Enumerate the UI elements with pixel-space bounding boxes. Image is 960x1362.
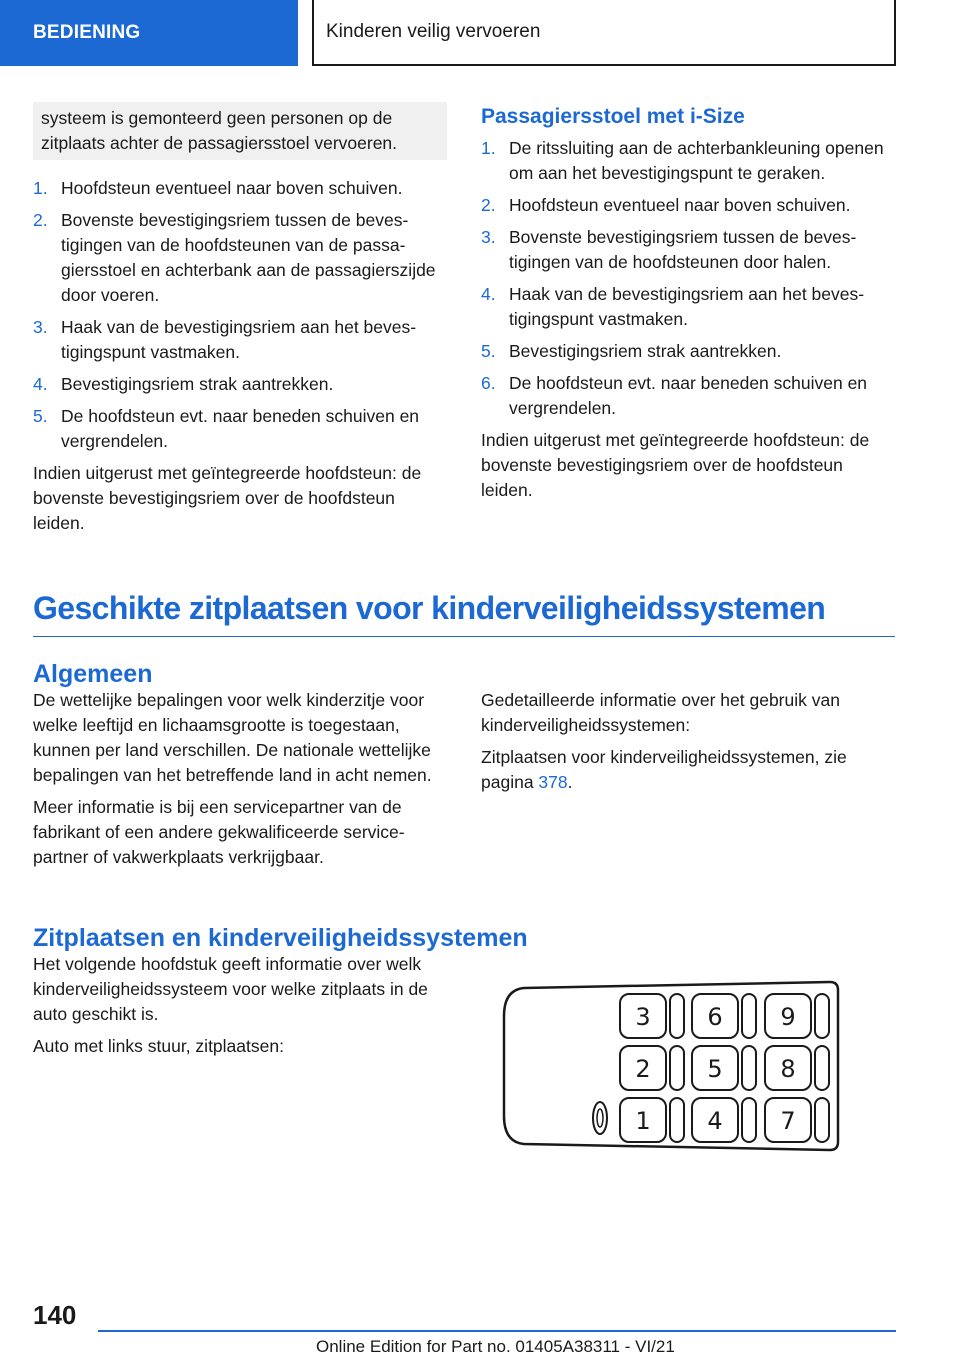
general-p1: De wettelijke bepalingen voor welk kinderzitje voor welke leeftijd en lichaamsgrootte is toegestaan, kunnen per land verschillen. De nationale wettelijke bepalingen van het betreffende land in acht nemen. — [33, 690, 432, 785]
step-text: Hoofdsteun eventueel naar boven schuiven. — [61, 178, 403, 198]
right-after-text: Indien uitgerust met geïntegreerde hoofdsteun: de bovenste bevestigingsriem over de hoofdsteun leiden. — [481, 430, 870, 500]
step-number: 1. — [481, 138, 496, 158]
step-item — [33, 315, 447, 365]
seat-backrest — [670, 1046, 684, 1090]
step-number: 5. — [481, 341, 496, 361]
step-item — [33, 404, 447, 454]
step-text: Bevestigingsriem strak aantrekken. — [61, 374, 334, 394]
left-column — [33, 102, 447, 543]
left-steps-list — [33, 176, 447, 454]
step-text: Bevestigingsriem strak aantrekken. — [509, 341, 782, 361]
seat-number: 9 — [780, 1003, 796, 1031]
main-heading: Geschikte zitplaatsen voor kinderveiligheidssystemen — [33, 590, 895, 637]
seat-number: 4 — [707, 1107, 723, 1135]
step-item — [33, 176, 447, 201]
general-p4-end: . — [567, 772, 573, 792]
step-item — [481, 371, 895, 421]
general-right — [481, 688, 895, 802]
seats-p2: Auto met links stuur, zitplaatsen: — [33, 1036, 284, 1056]
left-after-text: Indien uitgerust met geïntegreerde hoofdsteun: de bovenste bevestigingsriem over de hoofdsteun leiden. — [33, 463, 422, 533]
seat-number: 3 — [635, 1003, 651, 1031]
seats-p1: Het volgende hoofdstuk geeft informatie over welk kinderveiligheidssysteem voor welke zitplaats in de auto geschikt is. — [33, 954, 428, 1024]
general-p2: Meer informatie is bij een servicepartner van de fabrikant of een andere gekwalificeerde servicepartner of vakwerkplaats verkrijgbaar. — [33, 797, 405, 867]
step-text: Bovenste bevestigingsriem tussen de bevestigingen van de hoofdsteunen door halen. — [509, 227, 857, 272]
seat-backrest — [742, 1098, 756, 1142]
isize-heading: Passagiersstoel met i-Size — [481, 105, 745, 128]
seat-number: 1 — [635, 1107, 651, 1135]
step-number: 2. — [33, 210, 48, 230]
seat-backrest — [670, 1098, 684, 1142]
step-item — [33, 208, 447, 308]
section-tab — [0, 0, 298, 66]
step-item — [33, 372, 447, 397]
step-text: De hoofdsteun evt. naar beneden schuiven en vergrendelen. — [61, 406, 420, 451]
step-item — [481, 193, 895, 218]
step-item — [481, 339, 895, 364]
seat-grid — [620, 994, 829, 1142]
step-text: Haak van de bevestigingsriem aan het bevestigingspunt vastmaken. — [61, 317, 417, 362]
seat-backrest — [742, 994, 756, 1038]
seat-backrest — [742, 1046, 756, 1090]
general-p4-text: Zitplaatsen voor kinderveiligheidssystemen, zie pagina — [481, 747, 847, 792]
step-item — [481, 136, 895, 186]
step-item — [481, 225, 895, 275]
step-number: 5. — [33, 406, 48, 426]
step-item — [481, 282, 895, 332]
seat-number: 2 — [635, 1055, 651, 1083]
step-text: Bovenste bevestigingsriem tussen de bevestigingen van de hoofdsteunen van de passagiersstoel en achterbank aan de passagierszijde door voeren. — [61, 210, 436, 305]
step-text: Haak van de bevestigingsriem aan het bevestigingspunt vastmaken. — [509, 284, 865, 329]
step-number: 3. — [481, 227, 496, 247]
edition-text: Online Edition for Part no. 01405A38311 - VI/21 — [316, 1337, 675, 1356]
seat-number: 7 — [780, 1107, 796, 1135]
step-number: 6. — [481, 373, 496, 393]
right-steps-list — [481, 136, 895, 421]
step-number: 1. — [33, 178, 48, 198]
seats-heading: Zitplaatsen en kinderveiligheidssystemen — [33, 924, 528, 952]
seat-backrest — [670, 994, 684, 1038]
general-left — [33, 688, 447, 877]
steering-wheel-icon — [593, 1102, 607, 1134]
general-p3: Gedetailleerde informatie over het gebruik van kinderveiligheidssystemen: — [481, 690, 840, 735]
seat-number: 5 — [707, 1055, 723, 1083]
chapter-title — [312, 0, 896, 66]
footer-rule — [98, 1330, 896, 1332]
step-number: 4. — [481, 284, 496, 304]
step-text: De hoofdsteun evt. naar beneden schuiven en vergrendelen. — [509, 373, 868, 418]
step-number: 4. — [33, 374, 48, 394]
step-text: Hoofdsteun eventueel naar boven schuiven. — [509, 195, 851, 215]
seat-backrest — [815, 994, 829, 1038]
seat-diagram — [500, 976, 840, 1156]
note-box: systeem is gemonteerd geen personen op de zitplaats achter de passagiersstoel vervoeren. — [33, 102, 447, 160]
right-column — [481, 104, 895, 510]
step-text: De ritssluiting aan de achterbankleuning openen om aan het bevestigingspunt te geraken. — [509, 138, 884, 183]
seat-backrest — [815, 1046, 829, 1090]
seat-backrest — [815, 1098, 829, 1142]
step-number: 2. — [481, 195, 496, 215]
chapter-label: Kinderen veilig vervoeren — [326, 21, 541, 42]
seat-number: 6 — [707, 1003, 723, 1031]
page-number: 140 — [33, 1300, 77, 1330]
section-label: BEDIENING — [33, 22, 141, 43]
seats-text — [33, 952, 447, 1066]
general-p4 — [481, 745, 895, 795]
page-link[interactable]: 378 — [538, 772, 568, 792]
general-heading: Algemeen — [33, 660, 153, 688]
seat-number: 8 — [780, 1055, 796, 1083]
step-number: 3. — [33, 317, 48, 337]
